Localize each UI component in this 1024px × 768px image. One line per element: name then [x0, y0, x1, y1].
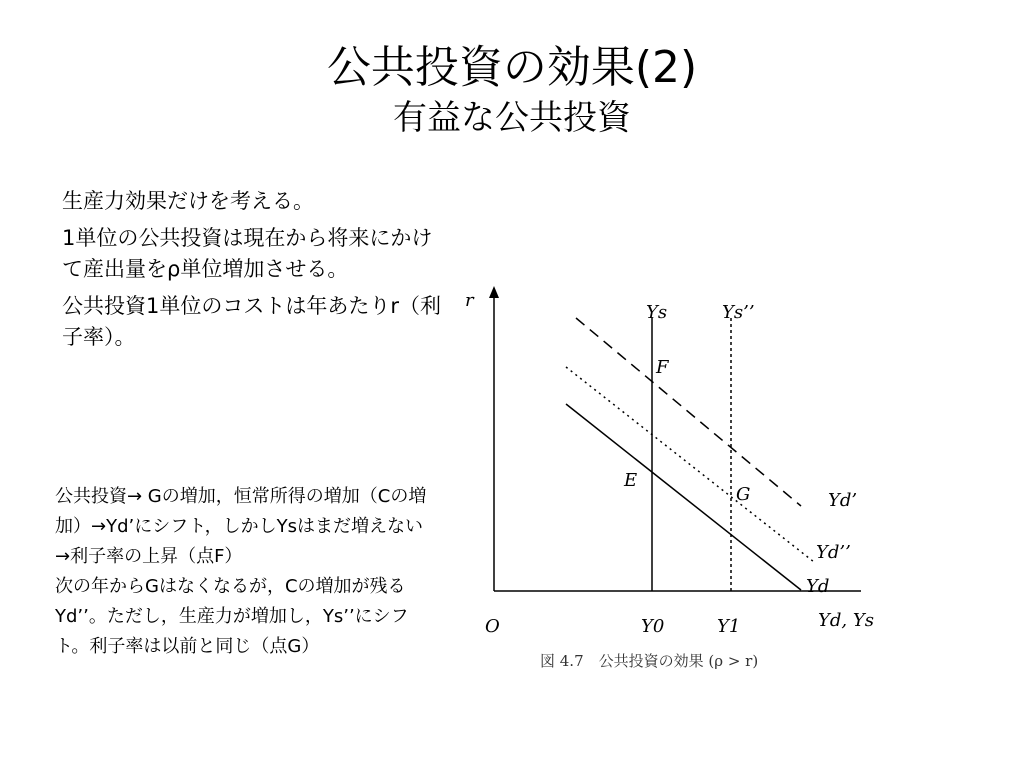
ys-label: Ys [646, 302, 668, 323]
bullet-item: 生産力効果だけを考える。 [62, 189, 314, 213]
bullet-item: 公共投資1単位のコストは年あたりr（利子率）。 [62, 294, 441, 349]
point-e-label: E [624, 470, 638, 491]
point-f-label: F [656, 357, 669, 378]
note-paragraph: 次の年からGはなくなるが，Cの増加が残るYd’’。ただし，生産力が増加し，Ys’’にシフト。利子率は以前と同じ（点G） [55, 576, 409, 657]
tick-label-y0: Y0 [641, 616, 665, 637]
slide-title: 公共投資の効果(2) [326, 42, 698, 93]
slide-subtitle: 有益な公共投資 [393, 98, 631, 138]
diagram [456, 280, 896, 645]
y-axis-arrow [489, 286, 499, 298]
explanation-notes [55, 482, 435, 662]
yd2-label: Yd’’ [816, 542, 851, 563]
point-g-label: G [736, 484, 751, 505]
bullet-list [62, 186, 442, 359]
bullet-item: 1単位の公共投資は現在から将来にかけて産出量をρ単位増加させる。 [62, 226, 433, 281]
diagram-caption: 図 4.7 公共投資の効果 (ρ > r) [540, 652, 759, 670]
yd-line [566, 404, 801, 590]
note-paragraph: 公共投資→ Gの増加，恒常所得の増加（Cの増加）→Yd’にシフト，しかしYsはまだ増えない→利子率の上昇（点F） [55, 486, 427, 567]
yd1-label: Yd’ [828, 490, 858, 511]
yd1-line [576, 318, 801, 506]
ys2-label: Ys’’ [722, 302, 755, 323]
yd-label: Yd [806, 576, 830, 597]
axis-y-label: r [465, 290, 474, 311]
axis-x-label: Yd, Ys [818, 610, 874, 631]
yd2-line [566, 367, 814, 562]
origin-label: O [485, 616, 500, 637]
tick-label-y1: Y1 [717, 616, 741, 637]
title-block [0, 40, 1024, 140]
